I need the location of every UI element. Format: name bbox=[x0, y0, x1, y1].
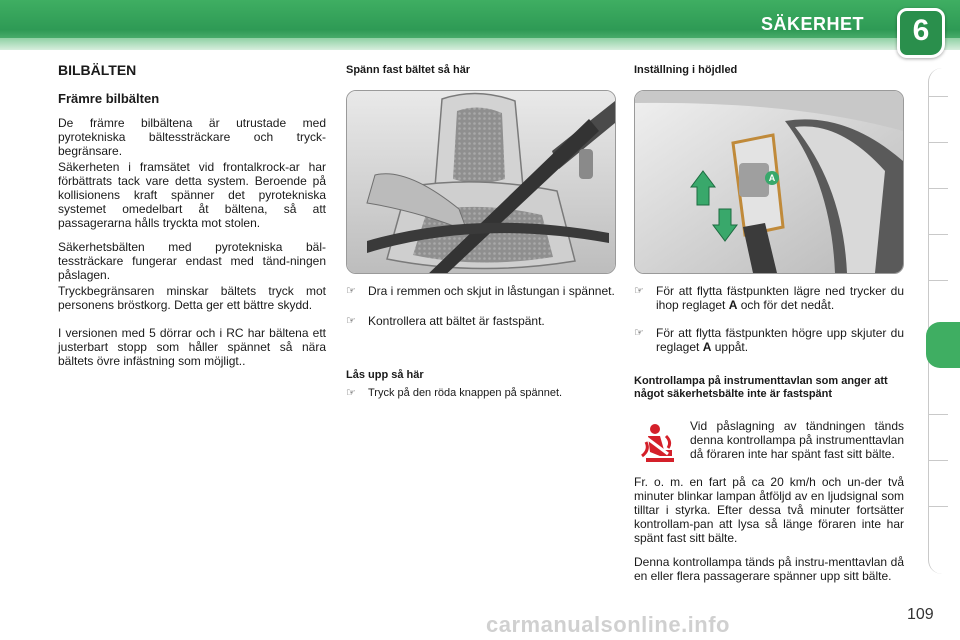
side-index bbox=[928, 68, 949, 574]
seat-belt-photo bbox=[346, 90, 616, 274]
figure-label-a: A bbox=[765, 171, 779, 185]
hand-pointer-icon: ☞ bbox=[634, 327, 644, 339]
paragraph: De främre bilbältena är utrustade med pyrotekniska bältessträckare och tryck-begränsare. bbox=[58, 116, 326, 158]
warning-text: Vid påslagning av tändningen tänds denna kontrollampa på instrumenttavlan då föraren inte har spänt fast sitt bälte. bbox=[690, 419, 904, 461]
side-index-mark[interactable] bbox=[928, 188, 948, 189]
paragraph: Denna kontrollampa tänds på instru-menttavlan då en eller flera passagerare spänner upp sitt bälte. bbox=[634, 555, 904, 583]
paragraph: Fr. o. m. en fart på ca 20 km/h och un-der två minuter blinkar lampan åtföljd av en ljudsignal som tilltar i styrka. Efter dessa två minuter fortsätter kontrollam-pan att lysa så länge föraren inte har spänt fast sitt bälte. bbox=[634, 475, 904, 545]
section-heading: Inställning i höjdled bbox=[634, 64, 738, 76]
bullet-text: För att flytta fästpunkten lägre ned trycker du ihop reglaget A och för det nedåt. bbox=[656, 284, 904, 312]
section-heading: Kontrollampa på instrumenttavlan som anger att något säkerhetsbälte inte är fastspänt bbox=[634, 375, 888, 400]
chapter-number: 6 bbox=[912, 14, 930, 47]
paragraph: Tryckbegränsaren minskar bältets tryck mot personens bröstkorg. Detta ger ett bättre skydd. bbox=[58, 284, 326, 312]
section-title: SÄKERHET bbox=[760, 14, 864, 34]
sub-heading: Främre bilbälten bbox=[58, 91, 160, 106]
side-index-active-tab[interactable] bbox=[926, 322, 960, 368]
seat-belt-warning-icon bbox=[638, 422, 678, 466]
page-heading: BILBÄLTEN bbox=[58, 62, 137, 78]
side-index-mark[interactable] bbox=[928, 142, 948, 143]
bullet-text: Dra i remmen och skjut in låstungan i spännet. bbox=[368, 284, 615, 298]
side-index-mark[interactable] bbox=[928, 506, 948, 507]
section-heading: Spänn fast bältet så här bbox=[346, 64, 471, 76]
header-highlight bbox=[0, 38, 960, 50]
hand-pointer-icon: ☞ bbox=[634, 285, 644, 297]
paragraph: Säkerheten i framsätet vid frontalkrock-ar har förbättrats tack vare detta system. Beroende på kollisionens kraft spänner det pyrotekniska systemet omedelbart åt bältena, så att passagerarna hålls tryckta mot stolen. bbox=[58, 160, 326, 230]
side-index-mark[interactable] bbox=[928, 414, 948, 415]
bullet-text: Kontrollera att bältet är fastspänt. bbox=[368, 314, 545, 328]
seat-belt-illustration bbox=[347, 91, 615, 273]
side-index-mark[interactable] bbox=[928, 280, 948, 281]
bullet-text: Tryck på den röda knappen på spännet. bbox=[368, 387, 563, 399]
hand-pointer-icon: ☞ bbox=[346, 387, 356, 399]
watermark: carmanualsonline.info bbox=[486, 612, 730, 637]
hand-pointer-icon: ☞ bbox=[346, 285, 356, 297]
chapter-tab[interactable] bbox=[897, 8, 945, 58]
height-adjust-photo bbox=[634, 90, 904, 274]
paragraph: Säkerhetsbälten med pyrotekniska bäl-tessträckare fungerar endast med tänd-ningen påslagen. bbox=[58, 240, 326, 282]
paragraph: I versionen med 5 dörrar och i RC har bältena ett justerbart stopp som håller spännet så nära bältets övre infästning som möjligt.. bbox=[58, 326, 326, 368]
hand-pointer-icon: ☞ bbox=[346, 315, 356, 327]
bullet-text: För att flytta fästpunkten högre upp skjuter du reglaget A uppåt. bbox=[656, 326, 904, 354]
side-index-mark[interactable] bbox=[928, 234, 948, 235]
section-heading: Lås upp så här bbox=[346, 369, 424, 381]
page-number: 109 bbox=[907, 606, 934, 623]
side-index-mark[interactable] bbox=[928, 96, 948, 97]
side-index-mark[interactable] bbox=[928, 460, 948, 461]
